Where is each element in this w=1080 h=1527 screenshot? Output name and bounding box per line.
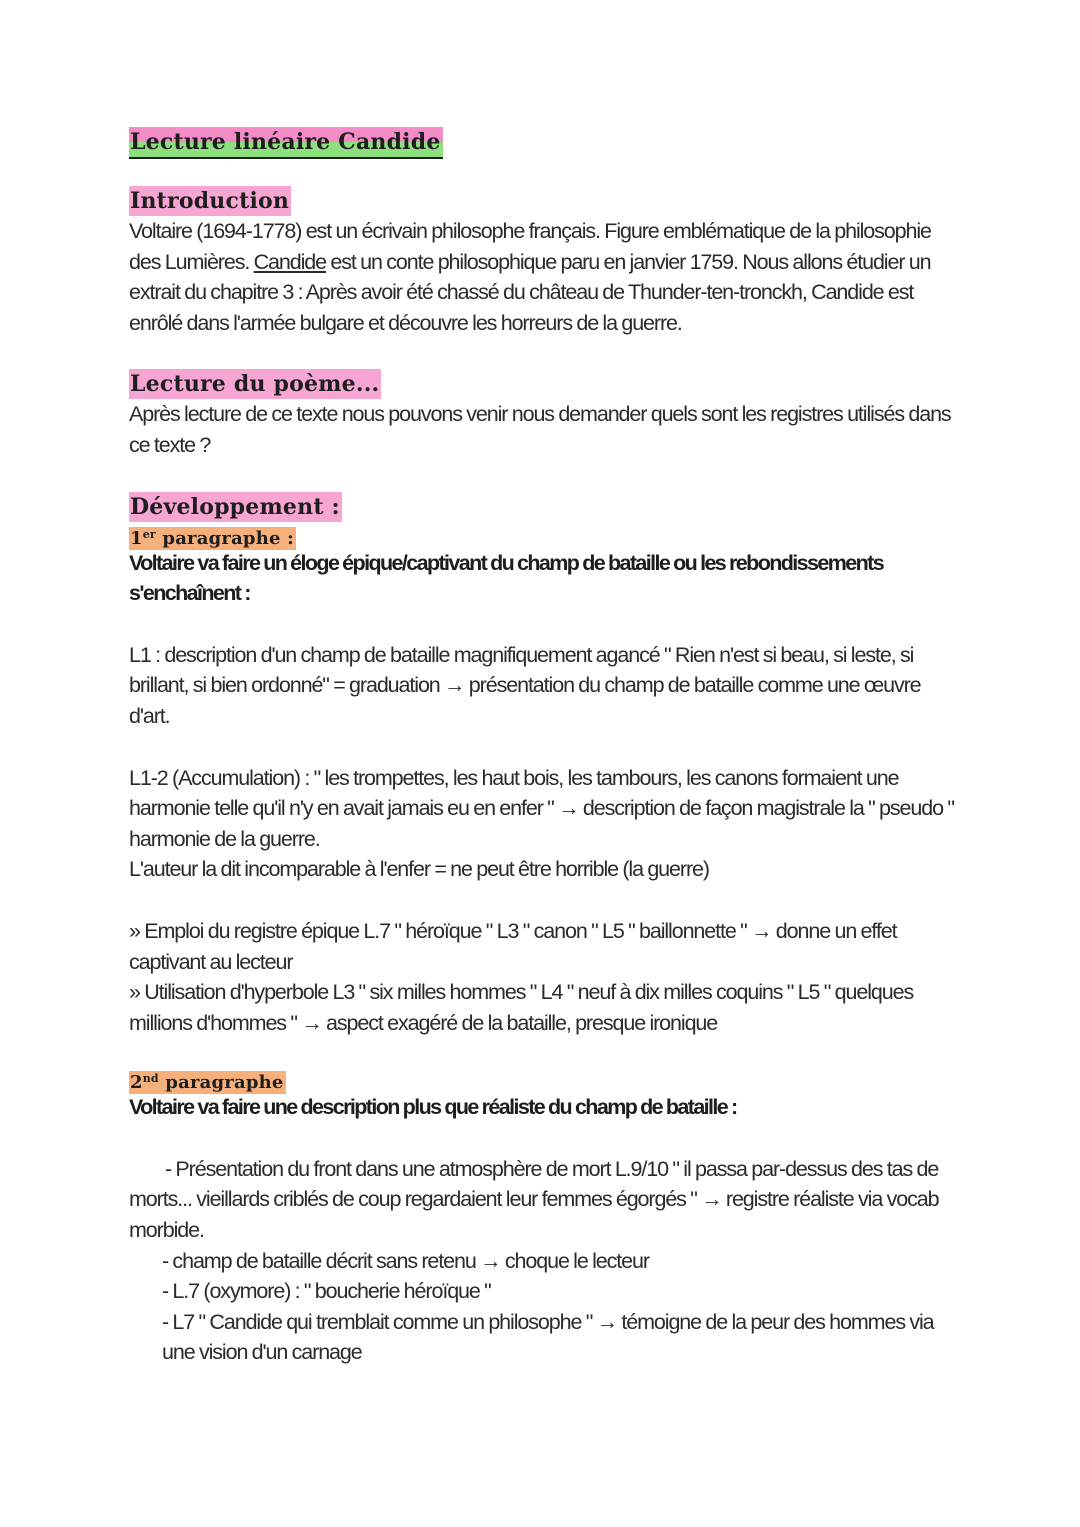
paragraph-1-heading	[129, 527, 296, 550]
paragraph-1-point-1: L1 : description d'un champ de bataille magnifiquement agancé " Rien n'est si beau, si leste, si brillant, si bien ordonné" = graduation → présentation du champ de bataille comme une œuvre d'art.	[129, 642, 921, 728]
paragraph-2-sup: nd	[142, 1072, 159, 1086]
paragraph-1-point-3	[129, 916, 959, 1038]
document-title: Lecture linéaire Candide	[129, 127, 443, 159]
paragraph-1-sup: er	[142, 527, 156, 541]
title-row	[129, 127, 959, 159]
paragraph-1-point-2	[129, 763, 959, 885]
paragraph-2-heading	[129, 1071, 286, 1094]
paragraph-2-heading-row	[129, 1066, 959, 1092]
intro-book-title: Candide	[253, 249, 327, 274]
paragraph-1-point-2-line-2: L'auteur la dit incomparable à l'enfer = ne peut être horrible (la guerre)	[129, 857, 709, 882]
intro-heading: Introduction	[130, 188, 290, 214]
paragraph-2-item-1: - Présentation du front dans une atmosphère de mort L.9/10 " il passa par-dessus des tas de morts... vieillards criblés de coup regardaient leur femmes égorgés " → registre réaliste via vocab morbide.	[129, 1156, 939, 1243]
intro-paragraph	[129, 216, 959, 338]
paragraph-1-thesis: Voltaire va faire un éloge épique/captivant du champ de bataille ou les rebondissements s'enchaînent :	[129, 550, 884, 606]
development-heading: Développement :	[130, 493, 340, 520]
paragraph-1-label: paragraphe :	[155, 527, 294, 549]
reading-heading-row	[129, 369, 959, 399]
reading-heading: Lecture du poème...	[130, 371, 380, 398]
paragraph-1-point-2-line-1: L1-2 (Accumulation) : " les trompettes, les haut bois, les tambours, les canons formaient une harmonie telle qu'il n'y en avait jamais eu en enfer " → description de façon magistrale la " pseudo " harmonie de la guerre.	[129, 765, 954, 851]
intro-heading-row	[129, 186, 959, 216]
paragraph-1-number: 1	[130, 527, 143, 549]
paragraph-2-thesis: Voltaire va faire une description plus que réaliste du champ de bataille :	[129, 1095, 737, 1120]
paragraph-2-label: paragraphe	[158, 1072, 284, 1094]
intro-text-start: Voltaire (1694-1778) est un écrivain philosophe français. Figure emblématique de la philosophie des Lumières.	[129, 219, 931, 274]
development-heading-row	[129, 492, 959, 522]
paragraph-2-item-2: - champ de bataille décrit sans retenu → choque le lecteur	[162, 1248, 649, 1273]
document-page	[129, 127, 959, 1368]
paragraph-2-item-3: - L.7 (oxymore) : " boucherie héroïque "	[162, 1279, 491, 1304]
paragraph-1-heading-row	[129, 522, 959, 548]
paragraph-2-item-4: - L7 " Candide qui tremblait comme un philosophe " → témoigne de la peur des hommes via une vision d'un carnage	[162, 1309, 934, 1365]
intro-text-end: est un conte philosophique paru en janvier 1759. Nous allons étudier un extrait du chapitre 3 : Après avoir été chassé du château de Thunder-ten-tronckh, Candide est enrôlé dans l'armée bulgare et découvre les horreurs de la guerre.	[129, 249, 931, 335]
paragraph-1-point-3-line-2: » Utilisation d'hyperbole L3 " six milles hommes " L4 " neuf à dix milles coquins " L5 " quelques millions d'hommes " → aspect exagéré de la bataille, presque ironique	[129, 980, 914, 1035]
paragraph-1-point-3-line-1: » Emploi du registre épique L.7 " héroïque " L3 " canon " L5 " baillonnette " → donne un effet captivant au lecteur	[129, 918, 897, 974]
reading-paragraph: Après lecture de ce texte nous pouvons venir nous demander quels sont les registres utilisés dans ce texte ?	[129, 402, 951, 457]
paragraph-2-number: 2	[130, 1072, 143, 1094]
